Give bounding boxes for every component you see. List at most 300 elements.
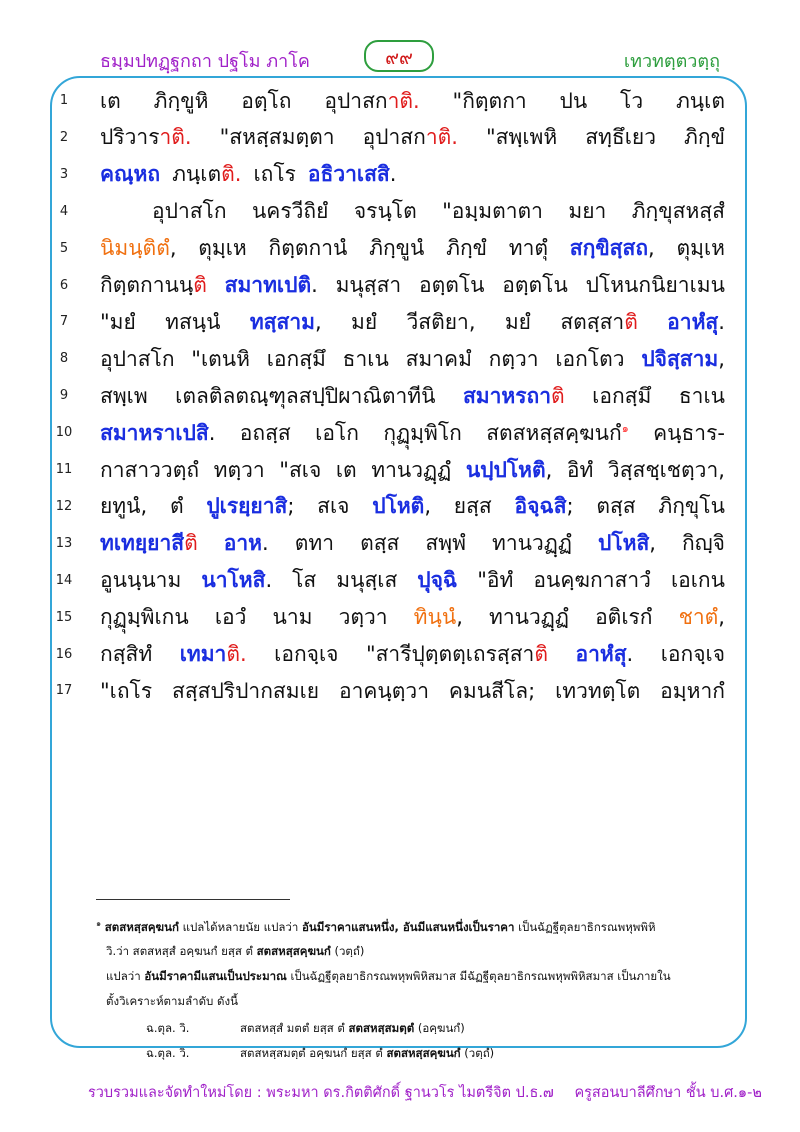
word-text: ทินฺนํ <box>413 605 457 630</box>
word <box>466 454 552 487</box>
word-text: อุปาสโก <box>100 346 175 371</box>
text-line <box>100 376 725 416</box>
line-number: 11 <box>55 462 73 477</box>
footnote-text: วิ.ว่า สตสหสฺสํ อคฺฆนกํ ยสฺส ตํ <box>106 944 257 958</box>
word-text: อตฺโถ <box>241 88 292 113</box>
keyword: นปฺปโหติ <box>465 457 546 482</box>
footer-author: รวบรวมและจัดทำใหม่โดย : พระมหา ดร.กิตติศักดิ์ ฐานวโร ไมตรีจิต ป.ธ.๗ <box>88 1085 554 1101</box>
word-suffix: ; <box>287 494 295 519</box>
word-text: ทสนฺนํ <box>165 309 221 334</box>
analysis-label: ฉ.ตุล. วิ. <box>146 1021 190 1035</box>
footnote-reference: ๑ <box>621 421 629 435</box>
word <box>351 306 377 339</box>
line-number: 14 <box>55 572 73 588</box>
keyword: ปุจฺฉิ <box>417 568 458 593</box>
word <box>273 601 313 634</box>
word <box>324 85 419 118</box>
line-number: 17 <box>55 683 73 699</box>
word-text: ภิกฺขํ <box>684 125 725 150</box>
word <box>425 527 466 560</box>
word-text: เอกสฺมึ <box>266 346 326 371</box>
word <box>100 601 189 634</box>
footnote-term: สตสหสฺสคฺฆนกํ <box>104 919 179 934</box>
word-text: "อมฺมตาตา <box>442 199 543 224</box>
word <box>100 417 215 450</box>
word-text: ปน <box>559 88 588 113</box>
word <box>100 269 207 302</box>
word <box>641 343 725 376</box>
word <box>100 454 199 487</box>
word-text: ปริวาร <box>100 125 160 150</box>
word-suffix: ติ <box>534 642 548 666</box>
word-text: เถโร <box>253 162 296 187</box>
word-text: เอกโตว <box>555 346 625 371</box>
footnote-separator <box>96 899 290 900</box>
footnote-line-2 <box>106 943 364 961</box>
line-number: 2 <box>59 129 69 145</box>
word-suffix: ติ. <box>221 162 242 187</box>
word-text: มยา <box>568 199 607 224</box>
word <box>252 195 329 228</box>
keyword: อาหํสุ <box>667 309 719 334</box>
word-suffix: , <box>718 605 725 630</box>
word-suffix: าติ. <box>387 88 420 113</box>
word <box>486 417 628 450</box>
word <box>165 306 220 339</box>
word <box>667 306 725 339</box>
text-line <box>100 671 725 711</box>
text-line <box>100 598 725 638</box>
word <box>339 675 429 708</box>
word-suffix: . <box>208 420 216 445</box>
word <box>406 343 472 376</box>
word <box>492 527 572 560</box>
word <box>220 121 335 154</box>
word <box>274 638 338 671</box>
word <box>100 232 177 265</box>
footnote-text: สตสหสฺสมตฺตํ อคฺฆนกํ ยสฺส ตํ <box>240 1046 387 1060</box>
footnote-text: แปลว่า <box>106 969 145 983</box>
footnote-meaning: อันมีราคาแสนหนึ่ง, อันมีแสนหนึ่งเป็นราคา <box>302 919 515 934</box>
keyword: อิจฺฉสิ <box>514 494 567 519</box>
word-text: วตฺวา <box>338 605 388 630</box>
word-text: อิทํ <box>566 457 594 482</box>
word <box>684 121 725 154</box>
word-text: อติเรกํ <box>595 605 653 630</box>
word <box>682 527 725 560</box>
word <box>267 343 326 376</box>
word-suffix: ติ <box>184 531 198 556</box>
word <box>339 601 388 634</box>
word-text: ภิกฺขุสหสฺสํ <box>631 199 725 224</box>
word-text: เอกสฺมึ <box>592 383 652 408</box>
word <box>560 85 588 118</box>
word-text: กุฏุมฺพิโก <box>383 420 462 445</box>
word-suffix: . <box>262 531 269 556</box>
line-number: 7 <box>59 314 69 330</box>
line-number: 10 <box>55 425 73 441</box>
word <box>360 527 399 560</box>
word-text: ยทูนํ, <box>100 494 148 519</box>
word <box>406 306 475 339</box>
word <box>343 343 389 376</box>
word-text: อุปาสโก <box>152 199 227 224</box>
keyword: เทมา <box>179 642 227 666</box>
word <box>676 85 725 118</box>
word-text: นาม <box>272 605 313 630</box>
word-text: อูนนฺนาม <box>100 568 182 593</box>
word-suffix: . <box>626 642 634 666</box>
text-line <box>100 524 725 564</box>
footnote-term: สตสหสฺสคฺฆนกํ <box>256 944 331 958</box>
text-line <box>100 155 725 195</box>
word <box>463 380 565 413</box>
word-text: ธาเน <box>678 383 725 408</box>
footer-course: ครูสอนบาลีศึกษา ชั้น บ.ศ.๑-๒ <box>574 1085 762 1101</box>
footnote-meaning: อันมีราคามีแสนเป็นประมาณ <box>144 969 287 983</box>
word <box>172 158 241 191</box>
word <box>372 490 431 523</box>
text-line <box>100 487 725 527</box>
word <box>152 195 227 228</box>
word <box>269 232 348 265</box>
word-text: อาคนฺตฺวา <box>338 678 429 703</box>
word <box>514 490 573 523</box>
word-text: ทานวฏฺฏํ <box>491 531 572 556</box>
word <box>661 638 725 671</box>
line-number: 1 <box>59 93 69 108</box>
text-line <box>100 266 725 306</box>
word <box>676 232 725 265</box>
word <box>215 601 247 634</box>
word-text: เอวํ <box>214 605 247 630</box>
word-suffix: , <box>648 236 655 261</box>
word <box>568 195 606 228</box>
word-text: กาสาววตฺถํ <box>100 457 200 482</box>
word-text: ทานวฏฺฏํ <box>489 605 569 630</box>
word <box>449 675 535 708</box>
word-text: สตสหสฺสคฺฆนกํ <box>486 420 622 445</box>
word-text: ภิกฺขูนํ <box>369 236 425 261</box>
word <box>317 490 349 523</box>
word-suffix: , <box>314 309 322 334</box>
word <box>555 675 640 708</box>
line-number: 6 <box>59 277 69 293</box>
word-text: ยสฺส <box>453 494 492 519</box>
word-text: อุปาสก <box>324 88 388 113</box>
word-text: กิตฺตกานนฺ <box>100 273 194 297</box>
word-text: มยํ <box>350 309 378 334</box>
running-header-title: ธมฺมปทฏฺฐกถา ปฐโม ภาโค <box>100 51 310 72</box>
word <box>658 490 725 523</box>
word-text: กิตฺตกานํ <box>268 236 348 261</box>
word <box>369 232 424 265</box>
word-text: จรนฺโต <box>353 199 417 224</box>
word-text: มนุสฺสา <box>335 273 402 297</box>
line-number: 3 <box>59 166 69 182</box>
word <box>417 564 457 597</box>
word <box>489 343 539 376</box>
line-number: 4 <box>59 203 69 219</box>
word-suffix: ติ <box>193 273 207 297</box>
line-number: 15 <box>55 609 73 625</box>
word-suffix: . <box>311 273 318 297</box>
word <box>279 454 321 487</box>
word <box>191 343 250 376</box>
word-text: นิมนฺติตํ <box>100 236 170 261</box>
word-text: "เตนหิ <box>191 346 250 371</box>
word <box>383 417 462 450</box>
word-text: ตสฺส <box>596 494 636 519</box>
word-text: เทวทตฺโต <box>555 678 641 703</box>
keyword: อาห <box>223 531 263 556</box>
word-text: สมาคมํ <box>405 346 472 371</box>
word <box>454 490 492 523</box>
word-text: "สเจ <box>279 457 322 482</box>
text-line <box>100 192 725 232</box>
footnote-term: สตสหสฺสคฺฆนกํ <box>386 1046 461 1060</box>
word-text: สสฺสปริปากสมเย <box>172 678 320 703</box>
word <box>486 121 557 154</box>
word <box>308 158 397 191</box>
word-text: วีสติยา, <box>406 309 476 334</box>
keyword: สมาทเปติ <box>224 273 312 297</box>
word-text: เอกจฺเจ <box>274 642 339 666</box>
word-text: "สพฺเพหิ <box>486 125 558 150</box>
word-text: สเจ <box>317 494 350 519</box>
word <box>555 343 624 376</box>
word <box>660 675 725 708</box>
footnote-analysis-row-2 <box>146 1045 494 1063</box>
word <box>206 490 294 523</box>
word <box>250 306 322 339</box>
word-text: ชาตํ <box>678 605 719 630</box>
word-text: คนฺธาร- <box>653 420 725 445</box>
word <box>100 306 136 339</box>
word <box>575 638 633 671</box>
word-suffix: าติ. <box>159 125 192 150</box>
word-text: สพฺเพ <box>100 383 148 408</box>
word <box>560 306 638 339</box>
word <box>671 564 725 597</box>
word <box>295 527 334 560</box>
word-text: ภิกฺขูหิ <box>153 88 209 113</box>
word-suffix: ติ <box>551 383 565 408</box>
word-text: เอโก <box>315 420 359 445</box>
word-suffix: ; <box>566 494 574 519</box>
word <box>598 527 656 560</box>
footnote-text: เป็นฉัฏฐีตุลยาธิกรณพหุพพิหิ <box>514 919 656 934</box>
word-suffix: , <box>718 346 725 371</box>
word <box>477 564 513 597</box>
word <box>100 121 192 154</box>
footnote-line-1 <box>96 917 656 937</box>
word-text: "อิทํ <box>477 568 514 593</box>
footnote-mark: ๑ <box>96 919 102 928</box>
word <box>595 601 652 634</box>
word-suffix: ติ. <box>226 642 247 666</box>
word-text: กตฺวา <box>488 346 539 371</box>
page-number-badge: ๙๙ <box>364 40 434 72</box>
word-text: อมฺหากํ <box>660 678 725 703</box>
line-number: 16 <box>55 646 73 662</box>
word <box>100 490 147 523</box>
keyword: สมาหรถา <box>462 383 552 408</box>
word-suffix: , <box>424 494 432 519</box>
word-text: เอเกน <box>670 568 725 593</box>
word-text: อตฺตโน <box>418 273 485 297</box>
keyword: คณฺหถ <box>100 162 161 187</box>
word <box>453 85 527 118</box>
word-text: มยํ <box>504 309 531 334</box>
word <box>214 454 265 487</box>
word-text: ตํ <box>169 494 184 519</box>
text-line <box>100 635 725 675</box>
word-text: ภนฺเต <box>172 162 222 187</box>
word <box>620 85 643 118</box>
word <box>585 121 656 154</box>
word-text: ธาเน <box>342 346 389 371</box>
keyword: สกฺขิสฺสถ <box>569 236 649 261</box>
word <box>505 306 531 339</box>
word-text: เอกจฺเจ <box>660 642 725 666</box>
word-text: ตทา <box>294 531 335 556</box>
keyword: ปโหติ <box>372 494 425 519</box>
text-line <box>100 229 725 269</box>
word-text: ตสฺส <box>360 531 400 556</box>
word-text: สพฺพํ <box>425 531 466 556</box>
word <box>172 675 319 708</box>
word-text: ทาตุํ <box>508 236 549 261</box>
keyword: อธิวาเสสิ <box>307 162 390 187</box>
word <box>224 527 269 560</box>
word-text: เต <box>100 88 121 113</box>
text-line <box>100 302 725 342</box>
keyword: สมาหราเปสิ <box>100 420 209 445</box>
word <box>336 564 397 597</box>
word-text: "มยํ <box>100 309 136 334</box>
word <box>241 85 291 118</box>
word <box>567 454 593 487</box>
word <box>419 269 485 302</box>
word-suffix: ติ <box>624 309 638 334</box>
word <box>100 380 148 413</box>
word-text: ปโหนกนิยาเมน <box>585 273 725 297</box>
word <box>509 232 548 265</box>
keyword: นาโหสิ <box>201 568 266 593</box>
word-text: อตฺตโน <box>502 273 568 297</box>
word-suffix: าติ. <box>425 125 458 150</box>
word <box>240 417 291 450</box>
word-text: วิสฺสชฺเชตฺวา, <box>607 457 725 482</box>
word <box>533 564 651 597</box>
word-text: นครวีถิยํ <box>251 199 329 224</box>
word-text: อุปาสก <box>362 125 426 150</box>
word <box>292 564 316 597</box>
word <box>100 527 198 560</box>
word <box>446 232 487 265</box>
word-text: อถสฺส <box>239 420 291 445</box>
word-text: ทตฺวา <box>213 457 265 482</box>
word <box>570 232 655 265</box>
word <box>586 269 725 302</box>
word <box>632 195 725 228</box>
word-suffix: , <box>456 605 463 630</box>
word <box>679 601 725 634</box>
word-text: กสฺสิทํ <box>100 642 153 666</box>
text-line <box>100 118 725 158</box>
word-suffix: . <box>389 162 397 187</box>
word-text: ภิกฺขุโน <box>658 494 725 519</box>
word-text: โส <box>292 568 317 593</box>
word <box>653 417 725 450</box>
word-text: โว <box>620 88 644 113</box>
text-line <box>100 413 725 453</box>
word-text: "กิตฺตกา <box>452 88 527 113</box>
word <box>592 380 651 413</box>
footnote-text: (วตฺถํ) <box>330 944 365 958</box>
footnote-line-3 <box>106 968 671 986</box>
word-text: ภิกฺขํ <box>446 236 488 261</box>
word-suffix: , <box>169 236 177 261</box>
analysis-label: ฉ.ตุล. วิ. <box>146 1046 190 1060</box>
word-text: กิญฺจิ <box>682 531 725 556</box>
keyword: ทเทยฺยาสี <box>100 531 185 556</box>
word <box>371 454 451 487</box>
word <box>502 269 568 302</box>
word <box>363 121 458 154</box>
footnote-text: เป็นฉัฏฐีตุลยาธิกรณพหุพพิหิสมาส มีฉัฏฐีตุลยาธิกรณพหุพพิหิสมาส เป็นภายใน <box>286 969 671 983</box>
keyword: ปโหสิ <box>598 531 650 556</box>
line-number: 13 <box>55 535 73 551</box>
word-text: อนคฺฆกาสาวํ <box>533 568 651 593</box>
footnote-line-4: ตั้งวิเคราะห์ตามลำดับ ดังนี้ <box>106 994 238 1008</box>
text-line <box>100 81 725 121</box>
word <box>100 564 181 597</box>
word <box>336 454 357 487</box>
line-number: 8 <box>59 351 69 367</box>
text-line <box>100 561 725 601</box>
keyword: ทสฺสาม <box>249 309 315 334</box>
word <box>154 85 209 118</box>
word <box>336 269 402 302</box>
running-header-chapter: เทวทตฺตวตฺถุ <box>623 51 720 72</box>
footnote-text: แปลได้หลายนัย แปลว่า <box>178 919 302 934</box>
word-text: "เถโร <box>100 678 153 703</box>
line-number: 12 <box>55 498 73 514</box>
word <box>198 232 247 265</box>
word <box>366 638 548 671</box>
word-text: ภนฺเต <box>675 88 725 113</box>
word-suffix: . <box>718 309 725 334</box>
word <box>100 158 160 191</box>
keyword: อาหํสุ <box>575 642 627 666</box>
footnote-term: สตสหสฺสมตฺตํ <box>348 1021 415 1035</box>
word-text: กุฏุมฺพิเกน <box>100 605 189 630</box>
text-line <box>100 339 725 379</box>
word-text: ตุมฺเห <box>198 236 247 261</box>
word <box>608 454 725 487</box>
word-text: สตสฺสา <box>560 309 625 334</box>
word-suffix: . <box>265 568 273 593</box>
word <box>679 380 725 413</box>
word-text: คมนสีโล; <box>448 678 536 703</box>
footnote-text: (วตฺถํ) <box>460 1046 495 1060</box>
footnote-text: สตสหสฺสํ มตตํ ยสฺส ตํ <box>240 1021 349 1035</box>
word-text: ทานวฏฺฏํ <box>371 457 452 482</box>
text-line <box>100 450 725 490</box>
word <box>489 601 569 634</box>
